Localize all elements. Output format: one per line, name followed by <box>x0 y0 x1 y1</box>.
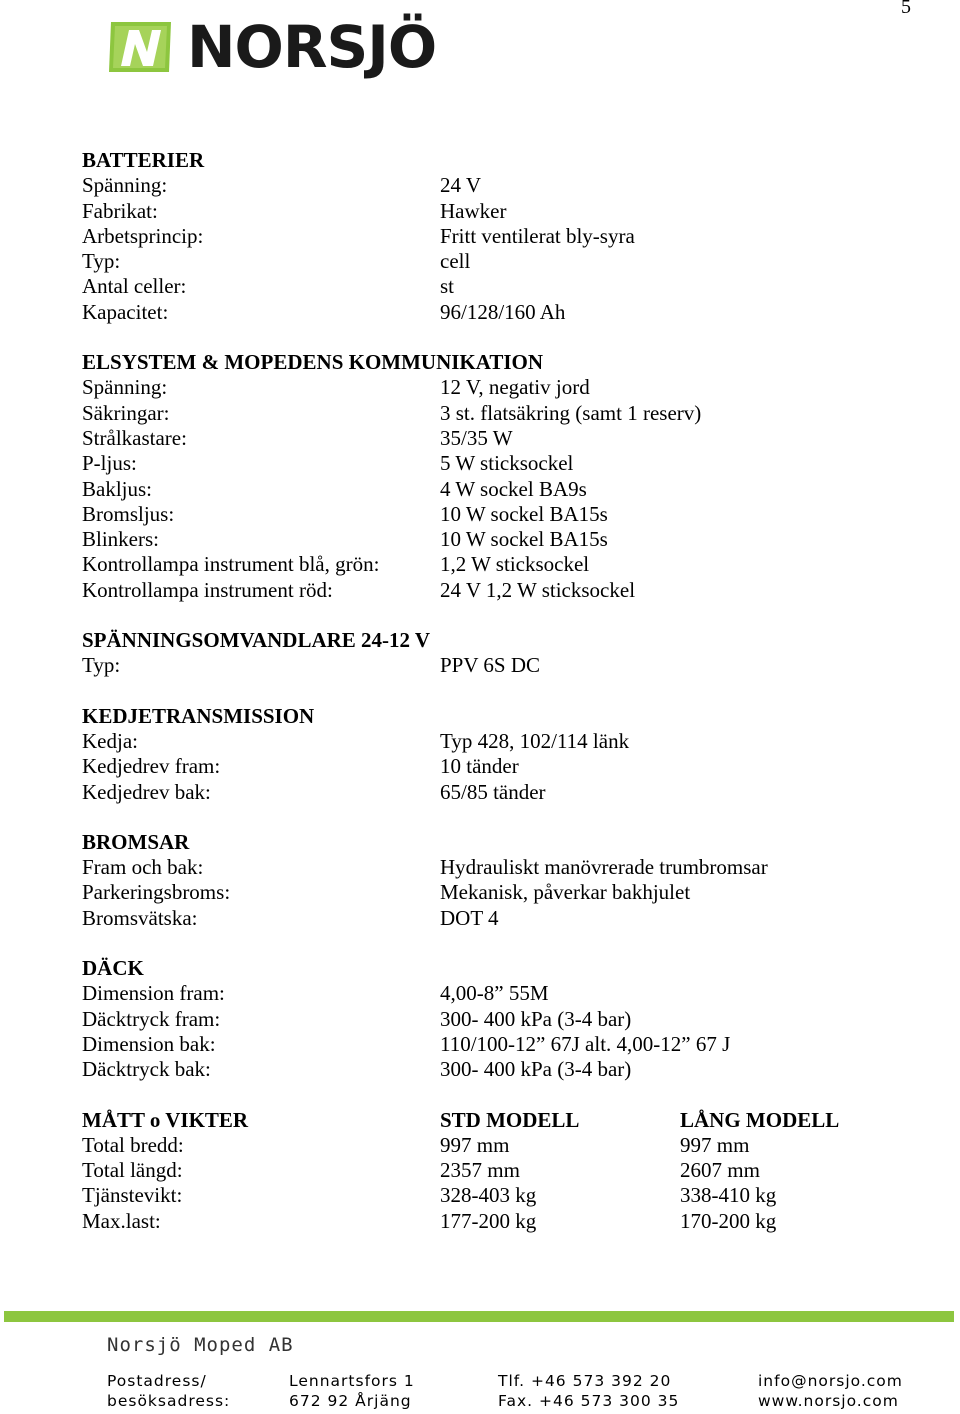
spec-label: Antal celler: <box>82 274 187 299</box>
dimensions-heading-row <box>82 1108 942 1133</box>
page-number: 5 <box>901 0 911 18</box>
spec-row <box>82 653 942 678</box>
spec-value: 4,00-8” 55M <box>440 981 549 1006</box>
spec-label: Typ: <box>82 249 121 274</box>
section-heading: ELSYSTEM & MOPEDENS KOMMUNIKATION <box>82 350 544 375</box>
spec-row <box>82 1057 942 1082</box>
section-heading: BROMSAR <box>82 829 190 854</box>
footer-website[interactable]: www.norsjo.com <box>758 1392 899 1410</box>
spec-label: Fabrikat: <box>82 198 158 223</box>
std-model-heading: STD MODELL <box>440 1107 580 1132</box>
spec-label: Parkeringsbroms: <box>82 880 231 905</box>
spec-row <box>82 906 942 931</box>
footer-address-1: Lennartsfors 1 <box>289 1372 415 1390</box>
std-value: 328-403 kg <box>440 1183 537 1208</box>
section-heading: DÄCK <box>82 956 144 981</box>
dimension-row <box>82 1158 942 1183</box>
spec-label: Bromsvätska: <box>82 905 198 930</box>
spec-row <box>82 855 942 880</box>
spec-label: P-ljus: <box>82 451 137 476</box>
footer-fax: Fax. +46 573 300 35 <box>498 1392 680 1410</box>
spec-label: Kontrollampa instrument röd: <box>82 577 333 602</box>
spec-section <box>82 956 942 1082</box>
footer-address-label <box>107 1371 230 1411</box>
dimension-row <box>82 1183 942 1208</box>
spec-label: Spänning: <box>82 173 168 198</box>
spec-label: Däcktryck bak: <box>82 1057 211 1082</box>
spec-label: Bakljus: <box>82 476 153 501</box>
spec-value: 35/35 W <box>440 425 513 450</box>
footer-address <box>289 1371 415 1411</box>
spec-row <box>82 1032 942 1057</box>
spec-value: 12 V, negativ jord <box>440 375 590 400</box>
spec-label: Kedjedrev fram: <box>82 754 221 779</box>
dimension-label: Total längd: <box>82 1158 183 1183</box>
spec-value: 10 W sockel BA15s <box>440 527 608 552</box>
spec-row <box>82 199 942 224</box>
spec-row <box>82 426 942 451</box>
spec-label: Strålkastare: <box>82 425 187 450</box>
spec-label: Däcktryck fram: <box>82 1006 221 1031</box>
long-model-heading: LÅNG MODELL <box>680 1107 840 1132</box>
spec-label: Kapacitet: <box>82 299 169 324</box>
spec-label: Typ: <box>82 653 121 678</box>
spec-row <box>82 552 942 577</box>
spec-section <box>82 148 942 325</box>
dimension-label: Total bredd: <box>82 1132 184 1157</box>
spec-value: cell <box>440 249 471 274</box>
spec-value: 5 W sticksockel <box>440 451 574 476</box>
spec-value: Hydrauliskt manövrerade trumbromsar <box>440 855 768 880</box>
footer-phone-1: Tlf. +46 573 392 20 <box>498 1372 672 1390</box>
spec-value: 10 tänder <box>440 754 519 779</box>
spec-value: 300- 400 kPa (3-4 bar) <box>440 1006 632 1031</box>
spec-section <box>82 350 942 603</box>
spec-label: Spänning: <box>82 375 168 400</box>
spec-label: Dimension fram: <box>82 981 225 1006</box>
footer-address-label-2: besöksadress: <box>107 1392 231 1410</box>
footer-email[interactable]: info@norsjo.com <box>758 1372 903 1390</box>
spec-label: Blinkers: <box>82 527 159 552</box>
spec-label: Fram och bak: <box>82 855 204 880</box>
spec-row <box>82 274 942 299</box>
spec-value: Hawker <box>440 198 507 223</box>
spec-value: 110/100-12” 67J alt. 4,00-12” 67 J <box>440 1031 731 1056</box>
spec-section <box>82 830 942 931</box>
footer-address-label-1: Postadress/ <box>107 1372 207 1390</box>
long-value: 2607 mm <box>680 1158 760 1183</box>
spec-row <box>82 173 942 198</box>
long-value: 997 mm <box>680 1132 750 1157</box>
spec-row <box>82 1007 942 1032</box>
spec-row <box>82 527 942 552</box>
spec-value: st <box>440 274 455 299</box>
spec-value: PPV 6S DC <box>440 653 540 678</box>
footer-bar <box>4 1311 954 1322</box>
logo-mark-icon <box>107 20 173 74</box>
section-heading: SPÄNNINGSOMVANDLARE 24-12 V <box>82 628 431 653</box>
spec-row <box>82 477 942 502</box>
spec-value: 24 V <box>440 173 482 198</box>
spec-row <box>82 375 942 400</box>
spec-value: 65/85 tänder <box>440 779 546 804</box>
spec-value: Typ 428, 102/114 länk <box>440 728 630 753</box>
dimensions-heading: MÅTT o VIKTER <box>82 1107 249 1132</box>
spec-label: Kontrollampa instrument blå, grön: <box>82 552 380 577</box>
spec-row <box>82 981 942 1006</box>
spec-row <box>82 754 942 779</box>
spec-label: Kedja: <box>82 728 138 753</box>
dimension-label: Max.last: <box>82 1208 161 1233</box>
spec-row <box>82 401 942 426</box>
dimensions-rows <box>82 1133 942 1234</box>
spec-row <box>82 502 942 527</box>
spec-label: Säkringar: <box>82 400 170 425</box>
spec-value: 4 W sockel BA9s <box>440 476 587 501</box>
spec-value: 1,2 W sticksockel <box>440 552 590 577</box>
spec-section <box>82 704 942 805</box>
spec-section <box>82 628 942 679</box>
long-value: 338-410 kg <box>680 1183 777 1208</box>
spec-value: Mekanisk, påverkar bakhjulet <box>440 880 691 905</box>
spec-value: DOT 4 <box>440 905 499 930</box>
spec-label: Arbetsprincip: <box>82 223 204 248</box>
spec-row <box>82 300 942 325</box>
spec-row <box>82 451 942 476</box>
spec-content <box>82 148 942 1259</box>
spec-sections <box>82 148 942 1083</box>
spec-value: 10 W sockel BA15s <box>440 501 608 526</box>
spec-row <box>82 249 942 274</box>
std-value: 997 mm <box>440 1132 510 1157</box>
footer-address-2: 672 92 Årjäng <box>289 1392 412 1410</box>
section-heading: BATTERIER <box>82 148 205 172</box>
footer-web <box>758 1371 903 1411</box>
dimension-row <box>82 1133 942 1158</box>
spec-value: 300- 400 kPa (3-4 bar) <box>440 1057 632 1082</box>
spec-value: 3 st. flatsäkring (samt 1 reserv) <box>440 400 702 425</box>
norsjo-logo <box>107 14 436 80</box>
spec-value: 24 V 1,2 W sticksockel <box>440 577 636 602</box>
std-value: 177-200 kg <box>440 1208 537 1233</box>
spec-label: Kedjedrev bak: <box>82 779 211 804</box>
spec-label: Bromsljus: <box>82 501 175 526</box>
spec-label: Dimension bak: <box>82 1031 216 1056</box>
spec-value: Fritt ventilerat bly-syra <box>440 223 635 248</box>
section-heading: KEDJETRANSMISSION <box>82 703 315 728</box>
dimensions-section <box>82 1108 942 1234</box>
dimension-row <box>82 1209 942 1234</box>
footer-company: Norsjö Moped AB <box>107 1334 294 1356</box>
logo-wordmark: NORSJÖ <box>187 13 437 81</box>
spec-row <box>82 729 942 754</box>
footer-phone <box>498 1371 679 1411</box>
spec-row <box>82 880 942 905</box>
std-value: 2357 mm <box>440 1158 520 1183</box>
dimension-label: Tjänstevikt: <box>82 1183 183 1208</box>
spec-row <box>82 578 942 603</box>
long-value: 170-200 kg <box>680 1208 777 1233</box>
spec-value: 96/128/160 Ah <box>440 299 566 324</box>
spec-row <box>82 224 942 249</box>
spec-row <box>82 780 942 805</box>
